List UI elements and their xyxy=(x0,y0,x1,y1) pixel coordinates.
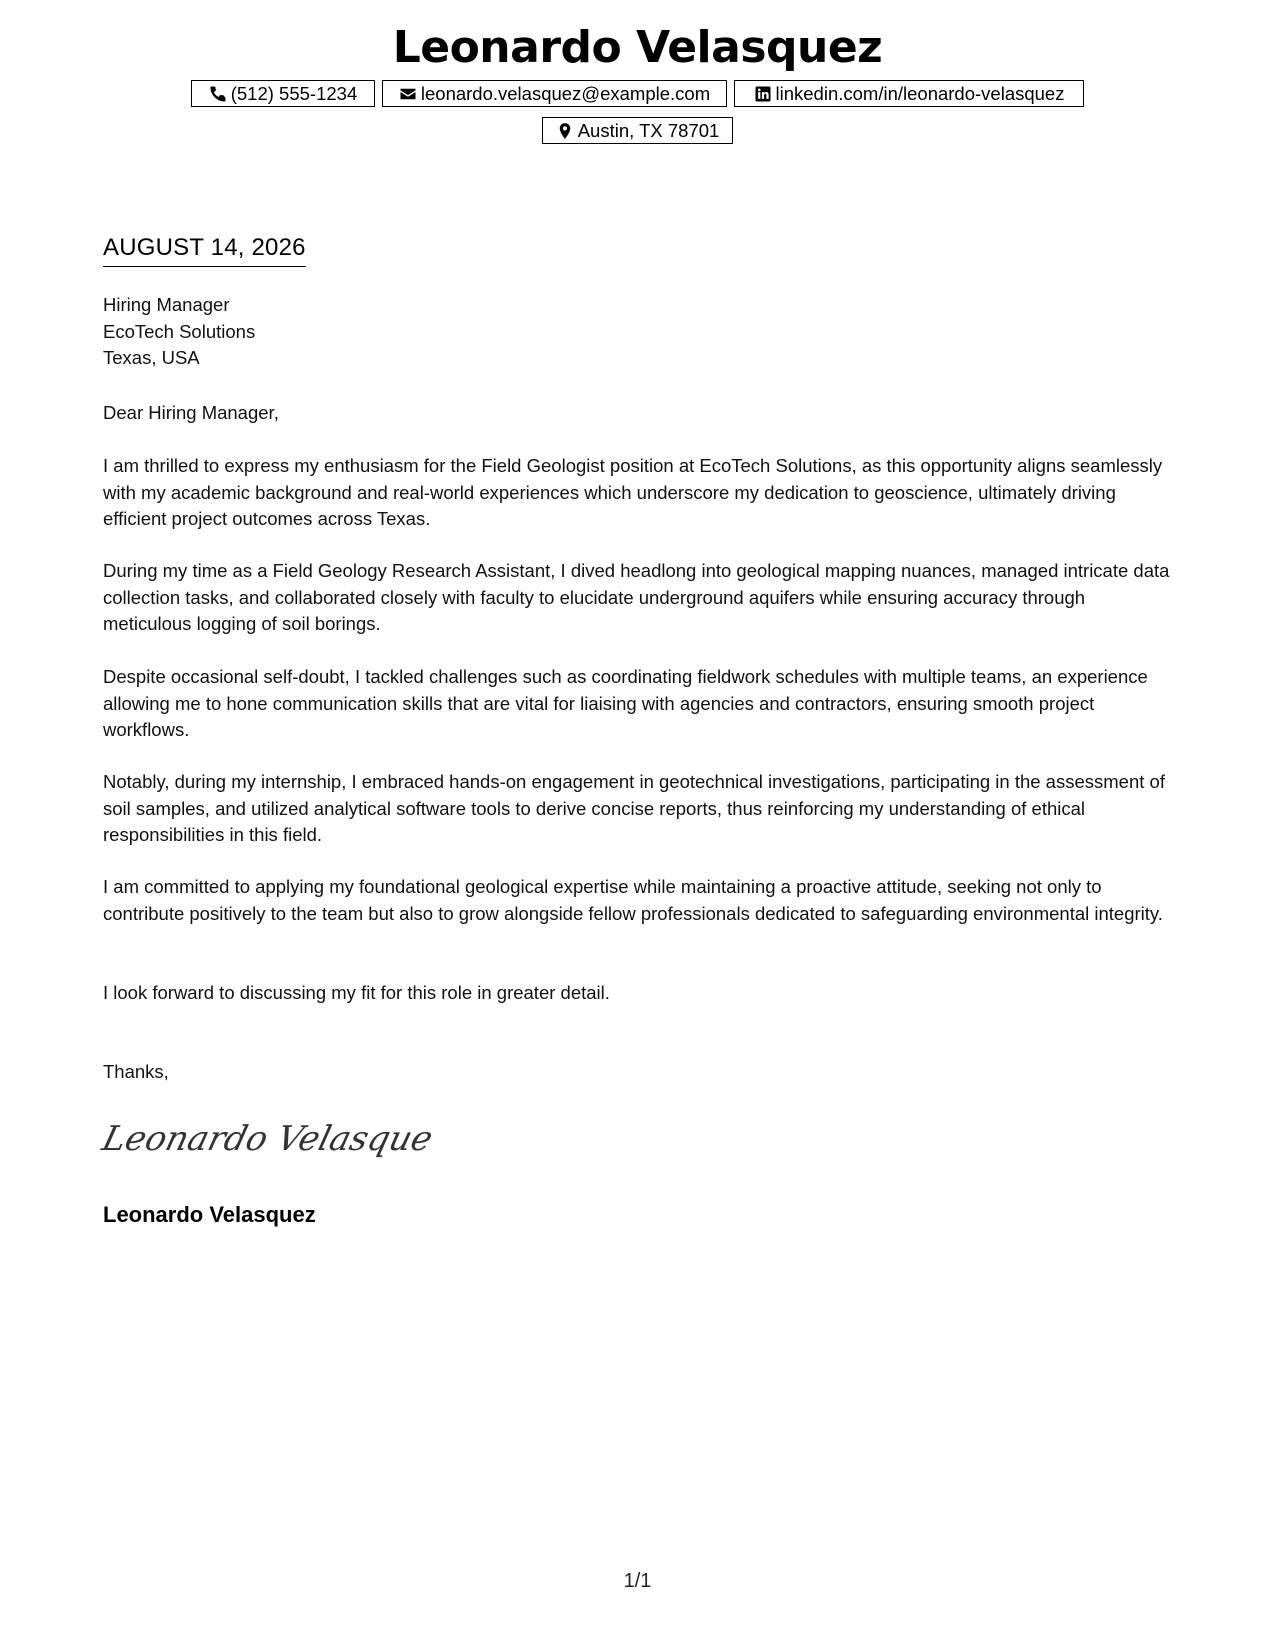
recipient-location: Texas, USA xyxy=(103,347,200,368)
paragraph: I am committed to applying my foundational geological expertise while maintaining a proactive attitude, seeking not only to contribute positively to the team but also to grow alongside fellow professionals dedicated to safeguarding environmental integrity. xyxy=(103,876,1163,924)
paragraph: I look forward to discussing my fit for this role in greater detail. xyxy=(103,982,610,1003)
applicant-name: Leonardo Velasquez xyxy=(392,22,883,73)
paragraph: Notably, during my internship, I embraced hands-on engagement in geotechnical investigations, participating in the assessment of soil samples, and utilized analytical software tools to derive concise reports, thus reinforcing my understanding of ethical responsibilities in this field. xyxy=(103,771,1165,845)
recipient-title: Hiring Manager xyxy=(103,294,230,315)
linkedin-icon xyxy=(754,85,772,103)
phone-text: (512) 555-1234 xyxy=(230,82,358,104)
paragraph: During my time as a Field Geology Research Assistant, I dived headlong into geological mapping nuances, managed intricate data collection tasks, and collaborated closely with faculty to elucidate underground aquifers while ensuring accuracy through meticulous logging of soil borings. xyxy=(103,560,1170,634)
phone-chip[interactable] xyxy=(191,80,375,107)
handwritten-signature xyxy=(98,1112,437,1167)
email-chip[interactable] xyxy=(382,80,727,107)
contact-row-2 xyxy=(0,117,1275,144)
recipient-block xyxy=(103,292,255,372)
signature-text: Leonardo Velasque xyxy=(98,1119,437,1159)
signer-name: Leonardo Velasquez xyxy=(103,1202,316,1227)
contact-row xyxy=(0,80,1275,107)
paragraph: Despite occasional self-doubt, I tackled challenges such as coordinating fieldwork schedules with multiple teams, an experience allowing me to hone communication skills that are vital for liaising with agencies and contractors, ensuring smooth project workflows. xyxy=(103,666,1148,740)
location-text: Austin, TX 78701 xyxy=(577,119,720,141)
envelope-icon xyxy=(399,85,417,103)
page-number: 1/1 xyxy=(623,1570,652,1592)
location-chip xyxy=(542,117,733,144)
paragraph: I am thrilled to express my enthusiasm for the Field Geologist position at EcoTech Solutions, as this opportunity aligns seamlessly with my academic background and real-world experiences which underscore my dedication to geoscience, ultimately driving efficient project outcomes across Texas. xyxy=(103,455,1163,529)
linkedin-chip[interactable] xyxy=(734,80,1084,107)
linkedin-text: linkedin.com/in/leonardo-velasquez xyxy=(775,82,1065,104)
phone-icon xyxy=(209,85,227,103)
map-marker-icon xyxy=(556,122,574,140)
email-text: leonardo.velasquez@example.com xyxy=(420,82,711,104)
salutation: Dear Hiring Manager, xyxy=(103,402,279,423)
letter-date: AUGUST 14, 2026 xyxy=(103,233,306,267)
closing: Thanks, xyxy=(103,1061,169,1082)
recipient-company: EcoTech Solutions xyxy=(103,320,256,342)
